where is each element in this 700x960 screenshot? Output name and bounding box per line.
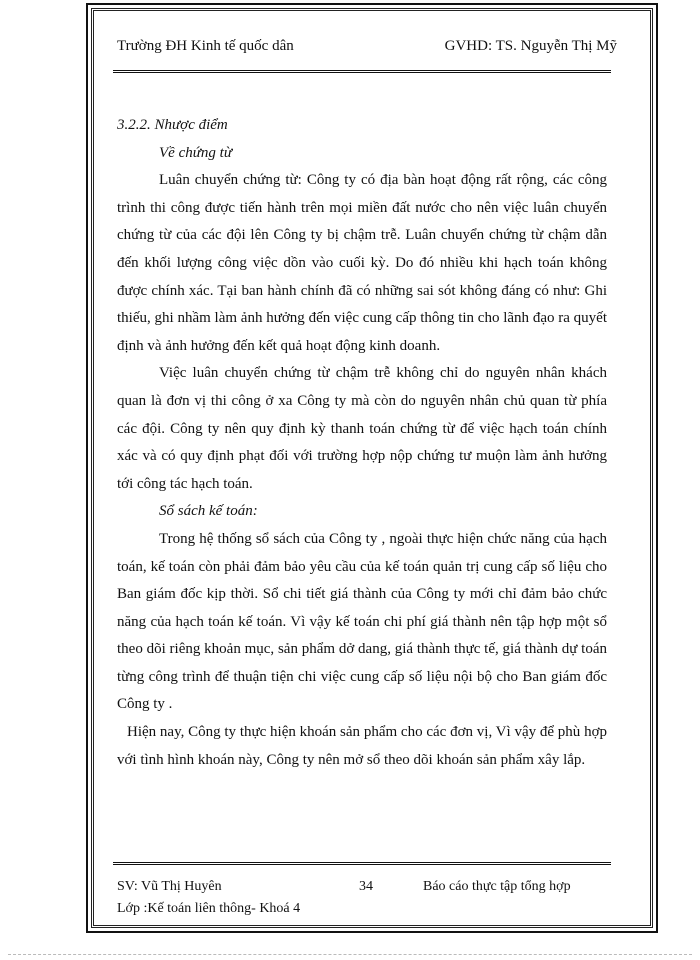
page-break-line — [8, 954, 692, 955]
paragraph-3: Trong hệ thống sổ sách của Công ty , ngoài thực hiện chức năng của hạch toán, kế toán còn phải đảm bảo yêu cầu của kế toán quản trị cung cấp số liệu cho Ban giám đốc kịp thời. Sổ chi tiết giá thành của Công ty mới chỉ đảm bảo chức năng của hạch toán kế toán. Vì vậy kế toán chi phí giá thành nên tập hợp một sổ theo dõi riêng khoản mục, sản phẩm dở dang, giá thành thực tế, giá thành dự toán từng công trình để thuận tiện chi việc cung cấp số liệu nội bộ cho Ban giám đốc Công ty . — [117, 530, 607, 713]
footer-rule — [113, 862, 611, 865]
page-header — [117, 38, 617, 60]
section-heading: 3.2.2. Nhược điểm — [117, 117, 228, 133]
document-body — [117, 112, 607, 774]
sub-heading-documents: Về chứng từ — [159, 144, 233, 161]
header-school: Trường ĐH Kinh tế quốc dân — [117, 38, 294, 54]
sub-heading-ledgers: Sổ sách kế toán: — [159, 503, 258, 520]
paragraph-1: Luân chuyển chứng từ: Công ty có địa bàn hoạt động rất rộng, các công trình thi công được tiến hành trên mọi miền đất nước cho nên việc luân chuyển chứng từ của các đội lên Công ty bị chậm trễ. Luân chuyển chứng từ chậm dẫn đến khối lượng công việc dồn vào cuối kỳ. Do đó nhiều khi hạch toán không được chính xác. Tại ban hành chính đã có những sai sót không đáng có như: Ghi thiếu, ghi nhầm làm ảnh hưởng đến việc cung cấp thông tin cho lãnh đạo ra quyết định và ảnh hưởng đến kết quả hoạt động kinh doanh. — [117, 172, 607, 354]
paragraph-2: Việc luân chuyển chứng từ chậm trễ không chỉ do nguyên nhân khách quan là đơn vị thi công ở xa Công ty mà còn do nguyên nhân chủ quan từ phía các đội. Công ty nên quy định kỳ thanh toán chứng từ để việc hạch toán chính xác và có quy định phạt đối với trường hợp nộp chứng tư muộn làm ảnh hưởng tới công tác hạch toán. — [117, 365, 607, 492]
footer-page-number: 34 — [359, 879, 373, 894]
header-advisor: GVHD: TS. Nguyễn Thị Mỹ — [444, 38, 617, 54]
header-rule — [113, 70, 611, 73]
footer-report-title: Báo cáo thực tập tổng hợp — [423, 879, 571, 894]
footer-student: SV: Vũ Thị Huyên — [117, 879, 222, 894]
footer-class: Lớp :Kế toán liên thông- Khoá 4 — [117, 901, 301, 916]
paragraph-4: Hiện nay, Công ty thực hiện khoán sản phẩm cho các đơn vị, Vì vậy để phù hợp với tình hình khoán này, Công ty nên mở sổ theo dõi khoán sản phẩm xây lắp. — [117, 724, 607, 768]
